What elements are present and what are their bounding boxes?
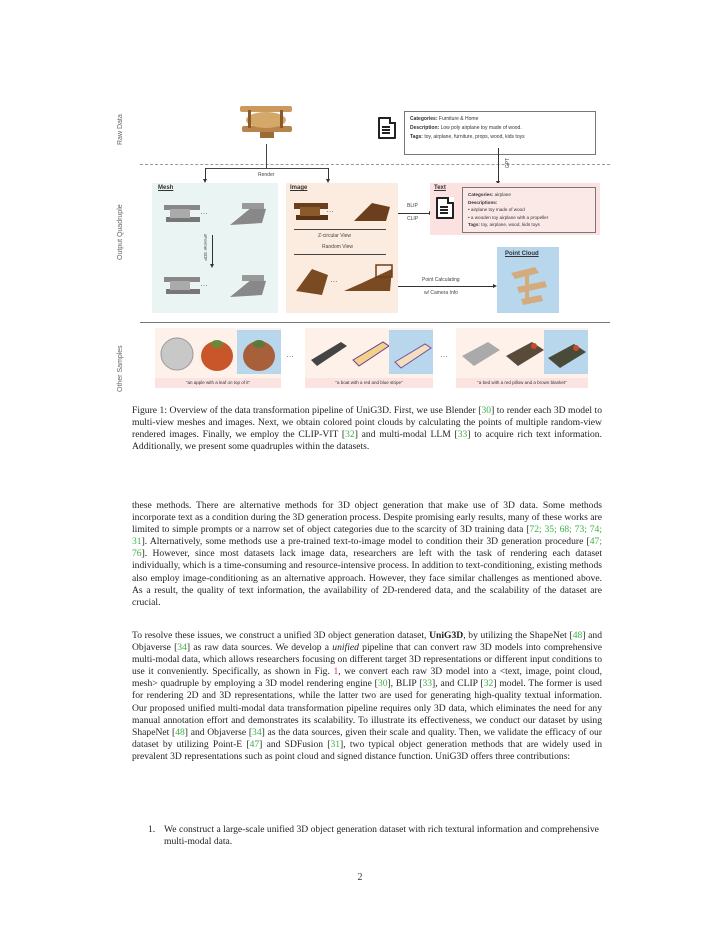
sample-rgb-image xyxy=(349,330,393,374)
sample-mesh-image xyxy=(307,330,351,374)
random-view-renders xyxy=(292,261,396,301)
sample-boat xyxy=(305,328,433,388)
raw-info-box xyxy=(404,111,596,155)
citation-link[interactable]: 31 xyxy=(330,738,341,750)
figure-link[interactable]: 1 xyxy=(333,666,339,678)
citation-link[interactable]: 32 xyxy=(483,678,494,690)
text-title: Text xyxy=(434,185,446,191)
mesh-top-renders xyxy=(162,199,272,233)
point-cloud-panel xyxy=(497,247,559,313)
list-number: 1. xyxy=(148,824,156,835)
sample-rgb-image xyxy=(197,330,241,374)
section-divider-solid xyxy=(140,322,610,323)
sample-mesh-image xyxy=(157,330,201,374)
raw-description-label: Description: xyxy=(410,125,440,131)
sample-pointcloud-image xyxy=(389,330,433,374)
sample-caption: "a boat with a red and blue stripe" xyxy=(305,378,433,388)
zcircular-renders xyxy=(292,197,392,227)
ellipsis: … xyxy=(440,350,448,359)
raw-description-value: Low poly airplane toy made of wood. xyxy=(440,125,522,131)
citation-link[interactable]: 32 xyxy=(345,429,355,441)
sample-caption: "an apple with a leaf on top of it" xyxy=(155,378,281,388)
point-calc-label: Point Calculating xyxy=(422,277,460,283)
render-label: Render xyxy=(258,172,275,178)
random-bracket xyxy=(294,254,386,255)
text-categories-value: airplane xyxy=(494,192,511,197)
citation-link[interactable]: 72; 35; 68; 73; 74; 31 xyxy=(132,524,602,548)
ellipsis: … xyxy=(200,207,208,216)
side-label-raw-data: Raw Data xyxy=(117,114,124,145)
text-tags-value: toy, airplane, wood, kids toys xyxy=(481,222,540,227)
raw-tags-label: Tags: xyxy=(410,134,423,140)
sample-caption: "a bed with a red pillow and a brown blanket" xyxy=(456,378,588,388)
citation-link[interactable]: 30 xyxy=(481,405,492,416)
text-categories-label: Categories: xyxy=(468,192,494,197)
ellipsis: … xyxy=(326,205,334,214)
image-title: Image xyxy=(290,185,308,191)
citation-link[interactable]: 30 xyxy=(377,678,388,690)
mesh-arrow xyxy=(212,235,213,265)
random-view-label: Random View xyxy=(322,244,354,250)
citation-link[interactable]: 34 xyxy=(252,726,262,738)
sample-apple xyxy=(155,328,281,388)
point-cloud-render xyxy=(505,263,553,309)
page-number: 2 xyxy=(357,872,363,883)
image-panel xyxy=(286,183,398,313)
ellipsis: … xyxy=(286,350,294,359)
figure-caption: Figure 1: Overview of the data transformation pipeline of UniG3D. First, we use Blender [30] to render each 3D model to multi-view meshes and images. Next, we obtain colored point clouds by calculating the points of multiple random-view rendered images. Finally, we employ the CLIP-VIT [32] and multi-modal LLM [33] to acquire rich text information. Additionally, we present some quadruples within the datasets. xyxy=(132,405,602,453)
ellipsis: … xyxy=(200,279,208,288)
arrow-to-text xyxy=(498,148,499,182)
citation-link[interactable]: 34 xyxy=(177,642,187,654)
citation-link[interactable]: 48 xyxy=(572,630,583,641)
contribution-list-item xyxy=(148,824,600,850)
mesh-panel xyxy=(152,183,278,313)
gpt-label: GPT xyxy=(505,157,512,169)
section-divider-dashed xyxy=(140,164,610,165)
sample-pointcloud-image xyxy=(237,330,281,374)
zcircular-label: Z-circular View xyxy=(318,233,351,239)
side-label-other-samples: Other Samples xyxy=(117,345,124,392)
raw-wood-airplane-image xyxy=(236,100,296,144)
text-tags-label: Tags: xyxy=(468,222,480,227)
render-connector xyxy=(266,144,267,168)
raw-categories-label: Categories: xyxy=(410,116,438,122)
list-text: We construct a large-scale unified 3D object generation dataset with rich textural information and comprehensive multi-modal data. xyxy=(164,824,599,848)
side-label-output-quadruple: Output Quadruple xyxy=(117,204,124,260)
body-paragraph-2: To resolve these issues, we construct a unified 3D object generation dataset, UniG3D, by utilizing the ShapeNet [48] and Objaverse [34] as raw data sources. We develop a unified pipeline that can convert raw 3D models into comprehensive multi-modal data, which allows researchers focusing on different target 3D representations or different input conditions to use it conveniently. Specifically, as shown in Fig. 1, we convert each raw 3D model into a <text, image, point cloud, mesh> quadruple by employing a 3D model rendering engine [30], BLIP [33], and CLIP [32] model. The former is used for rendering 2D and 3D representations, while the latter two are used for generating high-quality textual information. Our proposed unified multi-modal data transformation pipeline requires only 3D data, which eliminates the need for any manual annotation effort and demonstrates its scalability. To illustrate its effectiveness, we conduct our dataset by using ShapeNet [48] and Objaverse [34] as the data sources, given their scale and quality. Then, we validate the efficacy of our dataset by utilizing Point-E [47] and SDFusion [31], two typical object generation methods that are widely used in prevalent 3D representations such as point cloud and signed distance function. UniG3D offers three contributions: xyxy=(132,630,602,762)
text-description-item: a wooden toy airplane with a propeller xyxy=(470,214,549,220)
body-paragraph-1: these methods. There are alternative methods for 3D object generation that make use of 3D data. Some methods incorporate text as a condition during the 3D generation process. Despite promising early results, many of these works are limited to simple prompts or a narrow set of object categories due to the scarcity of 3D training data [72; 35; 68; 73; 74; 31]. Alternatively, some methods use a pre-trained text-to-image model to condition their 3D generation procedure [47; 76]. However, since most datasets lack image data, researchers are left with the task of rendering each dataset individually, which is a time-consuming and resource-intensive process. In addition to text-conditioning, existing methods also employ image-conditioning as an alternative approach. However, they face similar challenges as mentioned above. As a result, the quality of text information, the availability of 2D-rendered data, and the scalability of the dataset are crucial. xyxy=(132,500,602,608)
document-icon xyxy=(436,197,454,219)
text-description-item: airplane toy made of wood xyxy=(470,207,525,212)
document-icon xyxy=(378,117,396,139)
text-info-box: Categories: airplane Descriptions: • airplane toy made of wood • a wooden toy airplane with a propeller Tags: toy, airplane, wood, kids toys xyxy=(462,187,596,233)
arrow-point-calc xyxy=(398,286,494,287)
sample-mesh-image xyxy=(458,330,502,374)
clip-label: CLIP xyxy=(407,216,419,222)
dataset-name: UniG3D xyxy=(429,630,464,641)
citation-link[interactable]: 33 xyxy=(422,678,433,690)
ellipsis: … xyxy=(330,275,338,284)
raw-categories-value: Furniture & Home xyxy=(438,116,479,122)
citation-link[interactable]: 47 xyxy=(249,738,260,750)
text-panel xyxy=(430,183,600,235)
sample-bed xyxy=(456,328,588,388)
sample-rgb-image xyxy=(502,330,546,374)
text-descriptions-label: Descriptions: xyxy=(468,199,498,205)
mesh-title: Mesh xyxy=(158,185,174,191)
arrow-to-image xyxy=(328,168,329,180)
point-cloud-title: Point Cloud xyxy=(505,251,539,257)
mesh-arrow-label: xFormer SDF xyxy=(203,234,208,261)
blip-label: BLIP xyxy=(407,203,418,209)
citation-link[interactable]: 48 xyxy=(175,726,185,738)
render-branch xyxy=(205,168,329,169)
mesh-bottom-renders xyxy=(162,271,272,305)
sample-pointcloud-image xyxy=(544,330,588,374)
arrow-blip-clip xyxy=(398,213,430,214)
arrow-to-mesh xyxy=(205,168,206,180)
zcircular-bracket xyxy=(294,229,386,230)
citation-link[interactable]: 47; 76 xyxy=(132,536,602,560)
citation-link[interactable]: 33 xyxy=(457,429,468,441)
camera-info-label: w/ Camera Info xyxy=(424,290,458,296)
raw-tags-value: toy, airplane, furniture, props, wood, kids toys xyxy=(424,134,525,140)
